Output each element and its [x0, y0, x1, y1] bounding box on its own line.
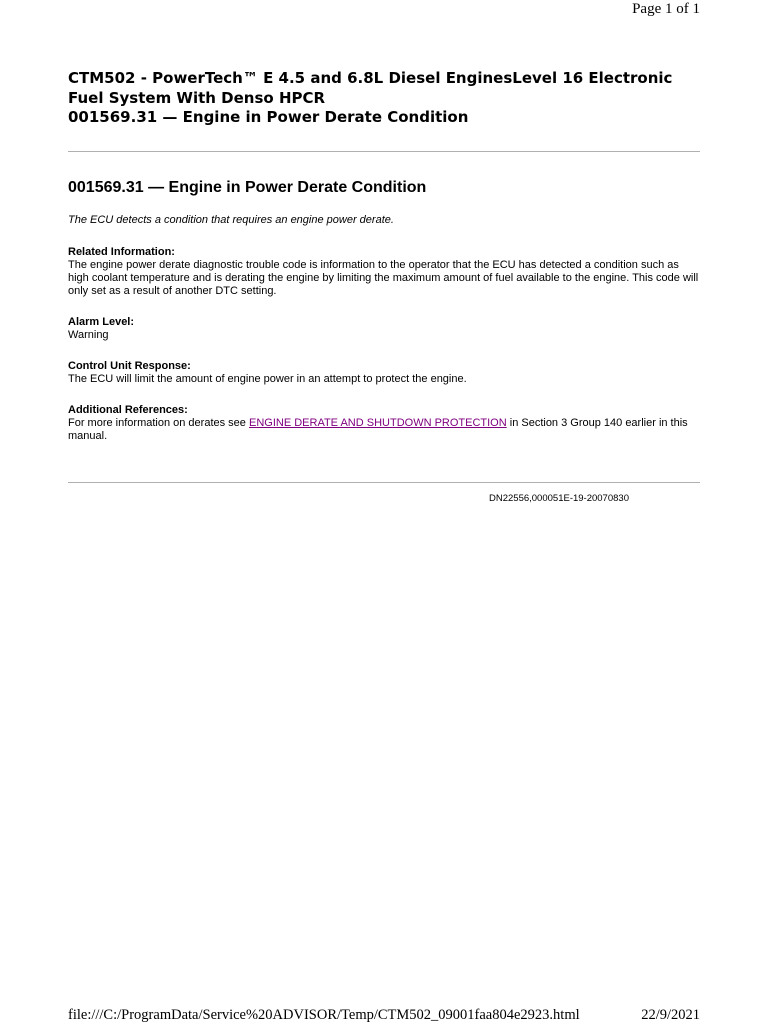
alarm-level-value: Warning	[68, 329, 109, 341]
additional-references-text-after: in Section 3 Group 140 earlier in this manual.	[68, 417, 688, 442]
additional-references-text	[68, 417, 700, 443]
bottom-divider	[68, 482, 700, 483]
control-unit-response-label: Control Unit Response:	[68, 360, 191, 372]
document-id: DN22556,000051E-19-20070830	[489, 493, 629, 504]
additional-references-text-before: For more information on derates see	[68, 417, 249, 429]
alarm-level-block	[68, 316, 700, 342]
footer-file-path: file:///C:/ProgramData/Service%20ADVISOR/Temp/CTM502_09001faa804e2923.html	[68, 1007, 580, 1023]
header-line-1: CTM502 - PowerTech™ E 4.5 and 6.8L Diesel EnginesLevel 16 Electronic	[68, 69, 673, 87]
document-header	[68, 69, 700, 128]
top-divider	[68, 151, 700, 152]
alarm-level-label: Alarm Level:	[68, 316, 135, 328]
header-line-2: Fuel System With Denso HPCR	[68, 88, 326, 107]
additional-references-label: Additional References:	[68, 404, 188, 416]
section-title: 001569.31 — Engine in Power Derate Condition	[68, 179, 427, 196]
control-unit-response-block	[68, 360, 700, 386]
related-information-text: The engine power derate diagnostic trouble code is information to the operator that the ECU has detected a condition such as high coolant temperature and is derating the engine by limiting the maximum amount of fuel available to the engine. This code will only set as a result of another DTC setting.	[68, 259, 699, 297]
page-number: Page 1 of 1	[632, 1, 700, 17]
additional-references-block	[68, 404, 700, 443]
footer-date: 22/9/2021	[641, 1007, 700, 1023]
header-line-3: 001569.31 — Engine in Power Derate Condition	[68, 108, 469, 126]
summary-text: The ECU detects a condition that requires an engine power derate.	[68, 214, 394, 226]
control-unit-response-text: The ECU will limit the amount of engine power in an attempt to protect the engine.	[68, 373, 467, 385]
related-information-block	[68, 246, 700, 298]
related-information-label: Related Information:	[68, 246, 175, 258]
section-content	[68, 214, 700, 461]
engine-derate-shutdown-protection-link[interactable]: ENGINE DERATE AND SHUTDOWN PROTECTION	[248, 417, 507, 429]
